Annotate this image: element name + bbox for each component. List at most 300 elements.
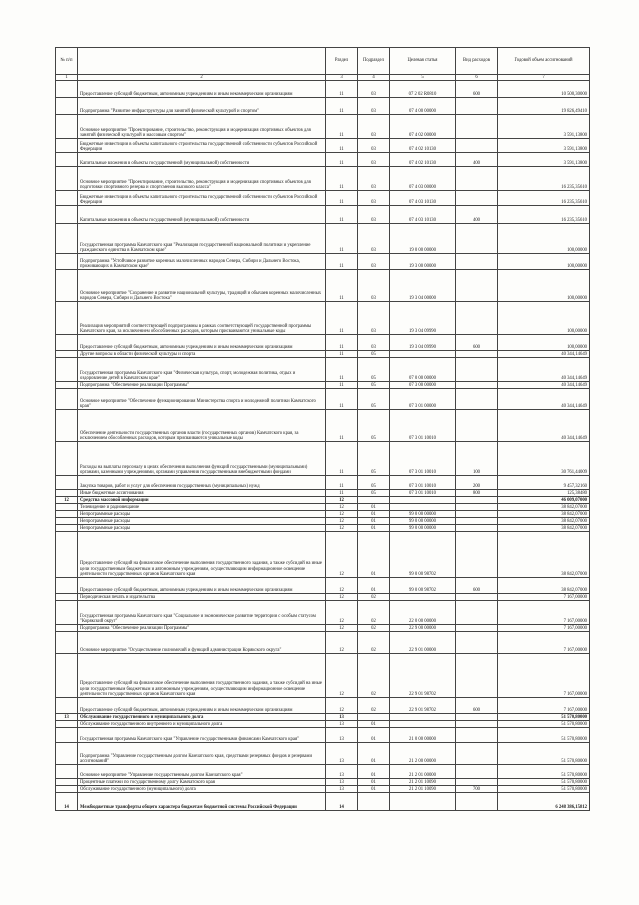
row-razdel-cell: 12 xyxy=(326,532,358,578)
column-number: 2 xyxy=(78,75,326,81)
row-expense-type-cell xyxy=(456,765,498,779)
row-target-article-cell: 07 4 02 00000 xyxy=(390,115,456,139)
row-target-article-cell: 07 4 03 10130 xyxy=(390,206,456,224)
row-podrazdel-cell: 03 xyxy=(358,206,390,224)
row-amount-cell: 51 570,80000 xyxy=(498,743,590,765)
row-amount-cell: 38 842,07000 xyxy=(498,525,590,532)
row-razdel-cell: 12 xyxy=(326,654,358,698)
row-target-article-cell: 19 3 04 09990 xyxy=(390,335,456,351)
row-razdel-cell: 11 xyxy=(326,98,358,115)
row-amount-cell: 51 570,80000 xyxy=(498,721,590,728)
row-amount-cell: 40 344,14649 xyxy=(498,389,590,410)
row-amount-cell: 100,00000 xyxy=(498,254,590,270)
row-expense-type-cell xyxy=(456,98,498,115)
table-row xyxy=(56,476,590,490)
table-row xyxy=(56,206,590,224)
column-number: 6 xyxy=(456,75,498,81)
row-razdel-cell: 12 xyxy=(326,601,358,625)
row-target-article-cell: 99 0 00 00000 xyxy=(390,525,456,532)
row-target-article-cell: 22 9 01 00000 xyxy=(390,632,456,654)
row-name-cell: Непрограммные расходы xyxy=(78,511,326,518)
row-target-article-cell: 99 0 00 98702 xyxy=(390,532,456,578)
row-target-article-cell xyxy=(390,714,456,721)
table-row xyxy=(56,504,590,511)
column-number: 3 xyxy=(326,75,358,81)
row-target-article-cell: 07 4 00 00000 xyxy=(390,98,456,115)
row-target-article-cell: 07 4 02 10130 xyxy=(390,153,456,167)
row-razdel-cell: 11 xyxy=(326,191,358,206)
row-podrazdel-cell: 03 xyxy=(358,167,390,191)
row-name-cell: Основное мероприятие "Сохранение и развитие национальной культуры, традиций и обычаев коренных малочисленных народов Севера, Сибири и Дальнего Востока" xyxy=(78,270,326,302)
row-name-cell: Обслуживание государственного (муниципального) долга xyxy=(78,786,326,793)
row-amount-cell: 51 570,80000 xyxy=(498,714,590,721)
column-number: 5 xyxy=(390,75,456,81)
row-number-cell xyxy=(56,115,78,139)
row-name-cell: Бюджетные инвестиции в объекты капитального строительства государственной собственности субъектов Российской Федерации xyxy=(78,139,326,153)
row-amount-cell: 125,38480 xyxy=(498,490,590,497)
row-amount-cell: 40 344,14649 xyxy=(498,382,590,389)
row-razdel-cell: 12 xyxy=(326,518,358,525)
row-podrazdel-cell: 01 xyxy=(358,743,390,765)
header-annual-amount: Годовой объем ассигнований xyxy=(498,48,590,75)
row-name-cell: Подпрограмма "Обеспечение реализации Программы" xyxy=(78,382,326,389)
header-name xyxy=(78,48,326,75)
row-expense-type-cell: 400 xyxy=(456,206,498,224)
row-target-article-cell: 07 4 02 10130 xyxy=(390,139,456,153)
row-number-cell xyxy=(56,410,78,442)
row-number-cell xyxy=(56,153,78,167)
row-number-cell xyxy=(56,302,78,335)
row-podrazdel-cell: 02 xyxy=(358,698,390,714)
row-podrazdel-cell: 01 xyxy=(358,765,390,779)
row-target-article-cell xyxy=(390,721,456,728)
row-target-article-cell xyxy=(390,793,456,811)
row-number-cell xyxy=(56,532,78,578)
row-amount-cell: 3 591,13800 xyxy=(498,153,590,167)
row-expense-type-cell xyxy=(456,632,498,654)
row-podrazdel-cell xyxy=(358,714,390,721)
row-amount-cell: 100,00000 xyxy=(498,270,590,302)
row-target-article-cell xyxy=(390,351,456,358)
row-podrazdel-cell: 02 xyxy=(358,625,390,632)
row-target-article-cell: 07 3 01 10010 xyxy=(390,490,456,497)
row-expense-type-cell xyxy=(456,497,498,504)
row-razdel-cell: 11 xyxy=(326,270,358,302)
table-row xyxy=(56,497,590,504)
row-razdel-cell: 12 xyxy=(326,625,358,632)
row-podrazdel-cell: 05 xyxy=(358,382,390,389)
row-name-cell: Обеспечение деятельности государственных органов власти (государственных органов) Камчатского края, за исключением обособленных расходов, которым присваиваются уникальные коды xyxy=(78,410,326,442)
row-amount-cell: 38 842,07000 xyxy=(498,532,590,578)
table-row xyxy=(56,302,590,335)
row-target-article-cell: 07 3 01 00000 xyxy=(390,389,456,410)
row-name-cell: Основное мероприятие "Проектирование, строительство, реконструкция и модернизация спортивных объектов для подготовки спортивного резерва и спортсменов высокого класса" xyxy=(78,167,326,191)
row-podrazdel-cell: 01 xyxy=(358,518,390,525)
row-podrazdel-cell: 01 xyxy=(358,721,390,728)
row-number-cell xyxy=(56,389,78,410)
row-number-cell xyxy=(56,224,78,254)
row-expense-type-cell: 700 xyxy=(456,786,498,793)
table-row xyxy=(56,389,590,410)
column-number: 4 xyxy=(358,75,390,81)
row-razdel-cell: 11 xyxy=(326,490,358,497)
row-amount-cell: 51 570,80000 xyxy=(498,786,590,793)
row-podrazdel-cell: 05 xyxy=(358,476,390,490)
row-amount-cell: 7 167,00000 xyxy=(498,654,590,698)
table-row xyxy=(56,728,590,743)
row-number-cell: 13 xyxy=(56,714,78,721)
table-row xyxy=(56,511,590,518)
row-name-cell: Телевидение и радиовещание xyxy=(78,504,326,511)
row-expense-type-cell xyxy=(456,625,498,632)
row-name-cell: Капитальные вложения в объекты государственной (муниципальной) собственности xyxy=(78,206,326,224)
row-target-article-cell: 07 0 00 00000 xyxy=(390,358,456,382)
row-expense-type-cell: 600 xyxy=(456,81,498,98)
row-target-article-cell: 07 4 03 00000 xyxy=(390,167,456,191)
row-podrazdel-cell: 03 xyxy=(358,81,390,98)
row-number-cell xyxy=(56,654,78,698)
row-number-cell xyxy=(56,139,78,153)
row-podrazdel-cell: 03 xyxy=(358,335,390,351)
table-row xyxy=(56,191,590,206)
row-expense-type-cell xyxy=(456,714,498,721)
row-number-cell xyxy=(56,358,78,382)
row-number-cell xyxy=(56,254,78,270)
row-target-article-cell: 07 3 00 00000 xyxy=(390,382,456,389)
row-podrazdel-cell: 03 xyxy=(358,254,390,270)
row-target-article-cell xyxy=(390,594,456,601)
row-podrazdel-cell: 03 xyxy=(358,224,390,254)
row-expense-type-cell xyxy=(456,793,498,811)
row-podrazdel-cell: 02 xyxy=(358,632,390,654)
row-amount-cell: 38 842,07000 xyxy=(498,518,590,525)
row-amount-cell: 7 167,00000 xyxy=(498,601,590,625)
table-row xyxy=(56,525,590,532)
row-number-cell xyxy=(56,779,78,786)
row-target-article-cell: 22 9 01 98702 xyxy=(390,654,456,698)
row-name-cell: Расходы на выплаты персоналу в целях обеспечения выполнения функций государственными (муниципальными) органами, казенными учреждениями, органами управления государственными внебюджетными фондами xyxy=(78,442,326,476)
row-number-cell xyxy=(56,601,78,625)
row-target-article-cell: 21 0 00 00000 xyxy=(390,728,456,743)
row-amount-cell: 6 248 386,15812 xyxy=(498,793,590,811)
column-number: 1 xyxy=(56,75,78,81)
row-expense-type-cell xyxy=(456,254,498,270)
row-podrazdel-cell: 02 xyxy=(358,594,390,601)
row-podrazdel-cell: 01 xyxy=(358,786,390,793)
header-podrazdel: Подраздел xyxy=(358,48,390,75)
row-name-cell: Государственная программа Камчатского края "Управление государственными финансами Камчатского края" xyxy=(78,728,326,743)
row-razdel-cell: 14 xyxy=(326,793,358,811)
row-amount-cell: 7 167,00000 xyxy=(498,698,590,714)
header-razdel: Раздел xyxy=(326,48,358,75)
row-podrazdel-cell: 01 xyxy=(358,511,390,518)
table-row xyxy=(56,442,590,476)
row-amount-cell: 10 500,30000 xyxy=(498,81,590,98)
row-number-cell xyxy=(56,765,78,779)
row-number-cell xyxy=(56,476,78,490)
row-target-article-cell: 19 0 00 00000 xyxy=(390,224,456,254)
row-razdel-cell: 13 xyxy=(326,765,358,779)
row-expense-type-cell xyxy=(456,115,498,139)
row-podrazdel-cell: 05 xyxy=(358,389,390,410)
row-podrazdel-cell xyxy=(358,497,390,504)
row-expense-type-cell xyxy=(456,382,498,389)
row-target-article-cell: 07 3 01 10010 xyxy=(390,476,456,490)
row-name-cell: Обслуживание государственного внутреннего и муниципального долга xyxy=(78,721,326,728)
table-row xyxy=(56,594,590,601)
row-amount-cell: 51 570,80000 xyxy=(498,728,590,743)
row-target-article-cell: 21 2 01 10090 xyxy=(390,786,456,793)
row-number-cell xyxy=(56,98,78,115)
row-target-article-cell xyxy=(390,504,456,511)
row-target-article-cell: 07 4 03 10130 xyxy=(390,191,456,206)
table-row xyxy=(56,625,590,632)
row-razdel-cell: 12 xyxy=(326,504,358,511)
row-number-cell xyxy=(56,721,78,728)
table-row xyxy=(56,698,590,714)
row-number-cell xyxy=(56,625,78,632)
row-expense-type-cell xyxy=(456,721,498,728)
row-amount-cell: 100,00000 xyxy=(498,302,590,335)
row-number-cell: 14 xyxy=(56,793,78,811)
row-number-cell xyxy=(56,578,78,594)
row-podrazdel-cell: 01 xyxy=(358,578,390,594)
table-row xyxy=(56,779,590,786)
row-amount-cell: 3 591,13800 xyxy=(498,115,590,139)
row-expense-type-cell: 100 xyxy=(456,442,498,476)
header-num: № п/п xyxy=(56,48,78,75)
row-razdel-cell: 11 xyxy=(326,206,358,224)
row-number-cell xyxy=(56,632,78,654)
row-razdel-cell: 13 xyxy=(326,714,358,721)
row-expense-type-cell xyxy=(456,511,498,518)
row-name-cell: Обслуживание государственного и муниципального долга xyxy=(78,714,326,721)
row-number-cell xyxy=(56,382,78,389)
row-number-cell xyxy=(56,442,78,476)
row-number-cell xyxy=(56,728,78,743)
row-expense-type-cell xyxy=(456,270,498,302)
row-amount-cell: 38 842,07000 xyxy=(498,511,590,518)
row-razdel-cell: 13 xyxy=(326,721,358,728)
row-razdel-cell: 11 xyxy=(326,410,358,442)
row-expense-type-cell xyxy=(456,358,498,382)
table-row xyxy=(56,351,590,358)
row-name-cell: Основное мероприятие "Управление государственным долгом Камчатского края" xyxy=(78,765,326,779)
table-row xyxy=(56,98,590,115)
row-expense-type-cell: 600 xyxy=(456,578,498,594)
row-razdel-cell: 11 xyxy=(326,302,358,335)
row-target-article-cell: 19 3 04 00000 xyxy=(390,270,456,302)
table-row xyxy=(56,786,590,793)
row-expense-type-cell xyxy=(456,191,498,206)
row-number-cell xyxy=(56,191,78,206)
row-podrazdel-cell: 03 xyxy=(358,153,390,167)
row-amount-cell: 7 167,00000 xyxy=(498,594,590,601)
column-number: 7 xyxy=(498,75,590,81)
row-podrazdel-cell: 03 xyxy=(358,115,390,139)
row-razdel-cell: 13 xyxy=(326,728,358,743)
row-razdel-cell: 11 xyxy=(326,389,358,410)
row-podrazdel-cell: 03 xyxy=(358,270,390,302)
row-expense-type-cell xyxy=(456,525,498,532)
row-name-cell: Подпрограмма "Развитие инфраструктуры для занятий физической культурой и спортом" xyxy=(78,98,326,115)
row-amount-cell: 9 457,32160 xyxy=(498,476,590,490)
row-number-cell xyxy=(56,518,78,525)
row-podrazdel-cell xyxy=(358,793,390,811)
row-razdel-cell: 11 xyxy=(326,358,358,382)
row-name-cell: Иные бюджетные ассигнования xyxy=(78,490,326,497)
row-name-cell: Капитальные вложения в объекты государственной (муниципальной) собственности xyxy=(78,153,326,167)
row-podrazdel-cell: 02 xyxy=(358,654,390,698)
table-row xyxy=(56,115,590,139)
row-expense-type-cell xyxy=(456,389,498,410)
row-target-article-cell: 99 0 00 98702 xyxy=(390,578,456,594)
row-expense-type-cell xyxy=(456,743,498,765)
table-row xyxy=(56,382,590,389)
row-podrazdel-cell: 05 xyxy=(358,351,390,358)
row-amount-cell: 16 235,35610 xyxy=(498,191,590,206)
row-name-cell: Периодическая печать и издательства xyxy=(78,594,326,601)
row-razdel-cell: 11 xyxy=(326,442,358,476)
header-target-article: Целевая статья xyxy=(390,48,456,75)
row-number-cell xyxy=(56,490,78,497)
row-target-article-cell: 21 2 01 10090 xyxy=(390,779,456,786)
row-expense-type-cell xyxy=(456,728,498,743)
row-target-article-cell: 21 2 01 00000 xyxy=(390,765,456,779)
row-target-article-cell: 07 3 01 10010 xyxy=(390,442,456,476)
row-razdel-cell: 11 xyxy=(326,167,358,191)
row-name-cell: Подпрограмма "Обеспечение реализации Программы" xyxy=(78,625,326,632)
row-amount-cell: 51 570,80000 xyxy=(498,765,590,779)
row-expense-type-cell xyxy=(456,351,498,358)
row-expense-type-cell: 600 xyxy=(456,335,498,351)
row-target-article-cell: 21 2 00 00000 xyxy=(390,743,456,765)
row-amount-cell: 40 344,14649 xyxy=(498,358,590,382)
table-row xyxy=(56,743,590,765)
row-expense-type-cell xyxy=(456,139,498,153)
row-name-cell: Предоставление субсидий на финансовое обеспечение выполнения государственного задания, а также субсидий на иные цели государственным бюджетным и автономным учреждениям, осуществляющим информационное освещение деятельности государственных органов Камчатского края xyxy=(78,532,326,578)
row-razdel-cell: 13 xyxy=(326,786,358,793)
row-target-article-cell: 07 3 01 10010 xyxy=(390,410,456,442)
table-row xyxy=(56,632,590,654)
row-expense-type-cell xyxy=(456,779,498,786)
table-row xyxy=(56,714,590,721)
row-podrazdel-cell: 05 xyxy=(358,490,390,497)
table-row xyxy=(56,81,590,98)
row-expense-type-cell xyxy=(456,410,498,442)
row-expense-type-cell: 800 xyxy=(456,490,498,497)
row-target-article-cell: 22 9 00 00000 xyxy=(390,625,456,632)
row-name-cell: Непрограммные расходы xyxy=(78,525,326,532)
row-name-cell: Государственная программа Камчатского края "Социальное и экономическое развитие территории с особым статусом "Корякский округ" xyxy=(78,601,326,625)
row-podrazdel-cell: 05 xyxy=(358,410,390,442)
row-name-cell: Бюджетные инвестиции в объекты капитального строительства государственной собственности субъектов Российской Федерации xyxy=(78,191,326,206)
row-name-cell: Предоставление субсидий бюджетным, автономным учреждениям и иным некоммерческим организациям xyxy=(78,81,326,98)
row-amount-cell: 100,00000 xyxy=(498,335,590,351)
table-row xyxy=(56,254,590,270)
row-razdel-cell: 11 xyxy=(326,224,358,254)
row-expense-type-cell xyxy=(456,518,498,525)
table-row xyxy=(56,224,590,254)
row-target-article-cell xyxy=(390,497,456,504)
row-number-cell xyxy=(56,351,78,358)
row-podrazdel-cell: 01 xyxy=(358,728,390,743)
table-row xyxy=(56,410,590,442)
row-amount-cell: 100,00000 xyxy=(498,224,590,254)
row-amount-cell: 38 842,07000 xyxy=(498,578,590,594)
row-expense-type-cell: 600 xyxy=(456,698,498,714)
row-expense-type-cell xyxy=(456,601,498,625)
row-name-cell: Подпрограмма "Устойчивое развитие коренных малочисленных народов Севера, Сибири и Дальнего Востока, проживающих в Камчатском крае" xyxy=(78,254,326,270)
row-expense-type-cell xyxy=(456,532,498,578)
table-row xyxy=(56,335,590,351)
row-razdel-cell: 13 xyxy=(326,779,358,786)
row-name-cell: Предоставление субсидий на финансовое обеспечение выполнения государственного задания, а также субсидий на иные цели государственным бюджетным и автономным учреждениям, осуществляющим информационное освещение деятельности государственных органов Камчатского края xyxy=(78,654,326,698)
row-expense-type-cell xyxy=(456,224,498,254)
row-razdel-cell: 11 xyxy=(326,476,358,490)
row-expense-type-cell xyxy=(456,654,498,698)
row-podrazdel-cell: 05 xyxy=(358,358,390,382)
row-podrazdel-cell: 05 xyxy=(358,442,390,476)
row-number-cell xyxy=(56,504,78,511)
row-razdel-cell: 11 xyxy=(326,81,358,98)
row-expense-type-cell xyxy=(456,167,498,191)
row-amount-cell: 7 167,00000 xyxy=(498,632,590,654)
row-number-cell xyxy=(56,594,78,601)
table-header-row xyxy=(56,48,590,75)
row-name-cell: Основное мероприятие "Проектирование, строительство, реконструкция и модернизация спортивных объектов для занятий физической культурой и массовым спортом" xyxy=(78,115,326,139)
row-razdel-cell: 12 xyxy=(326,525,358,532)
table-row xyxy=(56,518,590,525)
budget-table xyxy=(55,47,590,811)
row-target-article-cell: 22 0 00 00000 xyxy=(390,601,456,625)
row-number-cell xyxy=(56,81,78,98)
table-row xyxy=(56,153,590,167)
row-amount-cell: 40 344,14649 xyxy=(498,410,590,442)
row-razdel-cell: 12 xyxy=(326,511,358,518)
row-razdel-cell: 11 xyxy=(326,351,358,358)
row-number-cell xyxy=(56,525,78,532)
row-razdel-cell: 11 xyxy=(326,254,358,270)
row-name-cell: Государственная программа Камчатского края "Реализация государственной национальной политики и укрепление гражданского единства в Камчатском крае" xyxy=(78,224,326,254)
row-number-cell xyxy=(56,206,78,224)
row-podrazdel-cell: 01 xyxy=(358,525,390,532)
row-podrazdel-cell: 02 xyxy=(358,601,390,625)
row-amount-cell: 16 235,35610 xyxy=(498,206,590,224)
row-amount-cell: 30 761,44009 xyxy=(498,442,590,476)
row-amount-cell: 7 167,00000 xyxy=(498,625,590,632)
table-row xyxy=(56,721,590,728)
table-row xyxy=(56,139,590,153)
row-podrazdel-cell: 01 xyxy=(358,779,390,786)
table-row xyxy=(56,490,590,497)
row-target-article-cell: 99 0 00 00000 xyxy=(390,518,456,525)
row-number-cell xyxy=(56,743,78,765)
table-row xyxy=(56,578,590,594)
row-razdel-cell: 11 xyxy=(326,382,358,389)
row-name-cell: Подпрограмма "Управление государственным долгом Камчатского края, средствами резервных фондов и резервами ассигнований" xyxy=(78,743,326,765)
row-razdel-cell: 12 xyxy=(326,497,358,504)
row-amount-cell: 46 009,07000 xyxy=(498,497,590,504)
table-row xyxy=(56,601,590,625)
row-razdel-cell: 12 xyxy=(326,594,358,601)
row-name-cell: Предоставление субсидий бюджетным, автономным учреждениям и иным некоммерческим организациям xyxy=(78,578,326,594)
row-number-cell xyxy=(56,335,78,351)
row-podrazdel-cell: 01 xyxy=(358,532,390,578)
row-podrazdel-cell: 03 xyxy=(358,191,390,206)
row-name-cell: Непрограммные расходы xyxy=(78,518,326,525)
row-number-cell xyxy=(56,270,78,302)
